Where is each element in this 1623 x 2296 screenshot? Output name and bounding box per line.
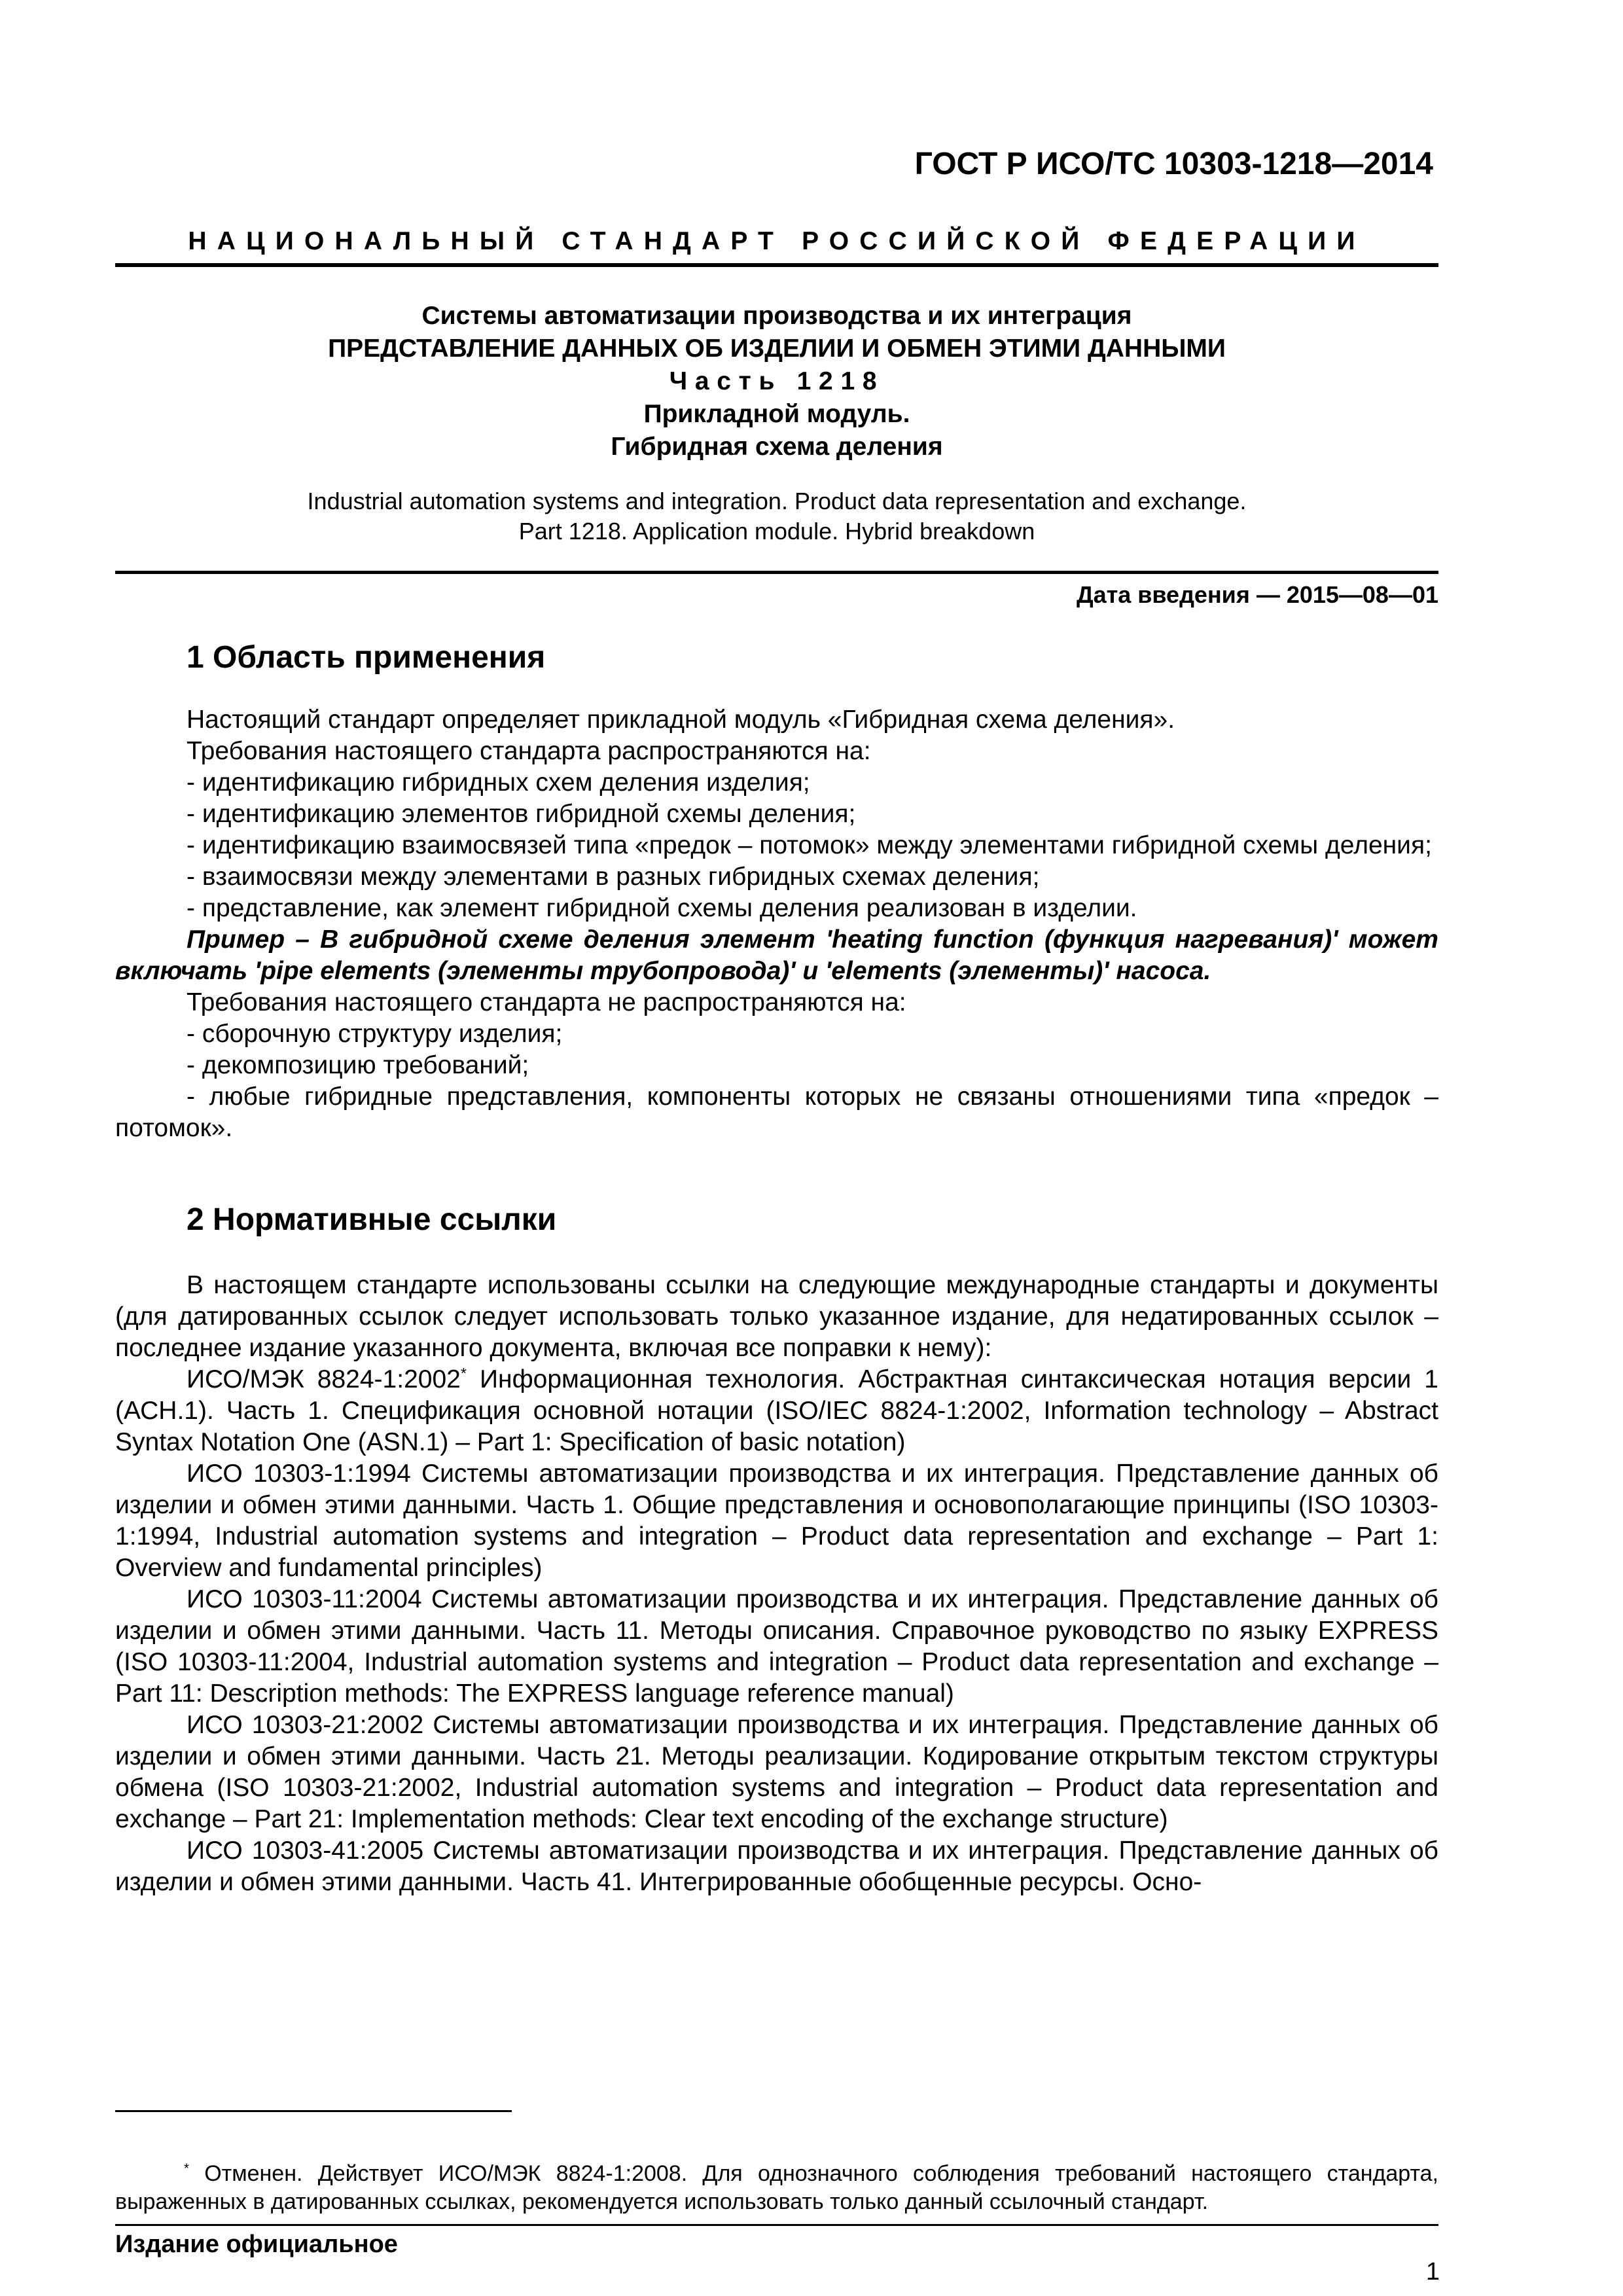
paragraph: Настоящий стандарт определяет прикладной модуль «Гибридная схема деления». [187, 706, 1175, 734]
example-note: Пример – В гибридной схеме деления элемент 'heating function (функция нагревания)' может включать 'pipe elements (элементы трубопровода)' и 'elements (элементы)' насоса. [115, 925, 1438, 985]
paragraph: Требования настоящего стандарта распространяются на: [187, 737, 871, 765]
footnote [115, 2160, 1438, 2216]
list-item: - сборочную структуру изделия; [187, 1020, 563, 1048]
national-standard-title: НАЦИОНАЛЬНЫЙ СТАНДАРТ РОССИЙСКОЙ ФЕДЕРАЦИИ [188, 227, 1366, 255]
edition-label: Издание официальное [115, 2231, 398, 2258]
paragraph: В настоящем стандарте использованы ссылки на следующие международные стандарты и документы (для датированных ссылок следует использовать только указанное издание, для недатированных ссылок – последнее издание указанного документа, включая все поправки к нему): [115, 1271, 1438, 1362]
english-title [115, 486, 1438, 547]
reference-text: Информационная технология. Абстрактная синтаксическая нотация версии 1 (АСН.1). Часть 1. Спецификация основной нотации (ISO/IEC 8824-1:2002, Information technology – Abstract Syntax Notation One (ASN.1) – Part 1: Specification of basic notation) [115, 1365, 1438, 1456]
section-2-body [115, 1270, 1438, 1898]
section-1-body [115, 704, 1438, 1144]
title-line-2: ПРЕДСТАВЛЕНИЕ ДАННЫХ ОБ ИЗДЕЛИИ И ОБМЕН ЭТИМИ ДАННЫМИ [328, 334, 1226, 363]
title-line-4: Прикладной модуль. [643, 400, 910, 428]
title-line-1: Системы автоматизации производства и их интеграция [421, 302, 1132, 330]
reference-item: ИСО 10303-21:2002 Системы автоматизации производства и их интеграция. Представление данных об изделии и обмен этими данными. Часть 21. Методы реализации. Кодирование открытым текстом структуры обмена (ISO 10303-21:2002, Industrial automation systems and integration – Product data representation and exchange – Part 21: Implementation methods: Clear text encoding of the exchange structure) [115, 1711, 1438, 1833]
paragraph: Требования настоящего стандарта не распространяются на: [187, 988, 906, 1016]
footer-divider [115, 2224, 1438, 2226]
title-line-5: Гибридная схема деления [611, 433, 943, 461]
section-1-heading: 1 Область применения [187, 640, 546, 675]
document-code: ГОСТ Р ИСО/ТС 10303-1218—2014 [914, 147, 1433, 181]
list-item: - любые гибридные представления, компоненты которых не связаны отношениями типа «предок – потомок». [115, 1083, 1438, 1142]
document-title [115, 300, 1438, 463]
footnote-mark: * [184, 2161, 189, 2176]
section-2-heading: 2 Нормативные ссылки [187, 1202, 557, 1237]
english-title-line-1: Industrial automation systems and integration. Product data representation and exchange. [307, 488, 1247, 514]
list-item: - взаимосвязи между элементами в разных гибридных схемах деления; [187, 863, 1040, 891]
footnote-text: * Отменен. Действует ИСО/МЭК 8824-1:2008. Для однозначного соблюдения требований настоящего стандарта, выраженных в датированных ссылках, рекомендуется использовать только данный ссылочный стандарт. [115, 2161, 1438, 2214]
footnote-rule [115, 2110, 512, 2112]
title-line-3: Часть 1218 [669, 367, 885, 395]
footnote-mark: * [460, 1365, 467, 1382]
reference-item: ИСО 10303-1:1994 Системы автоматизации производства и их интеграция. Представление данных об изделии и обмен этими данными. Часть 1. Общие представления и основополагающие принципы (ISO 10303-1:1994, Industrial automation systems and integration – Product data representation and exchange – Part 1: Overview and fundamental principles) [115, 1460, 1438, 1582]
reference-item: ИСО 10303-41:2005 Системы автоматизации производства и их интеграция. Представление данных об изделии и обмен этими данными. Часть 41. Интегрированные обобщенные ресурсы. Осно- [115, 1837, 1438, 1896]
header-divider [115, 263, 1438, 267]
page-number: 1 [1425, 2258, 1440, 2286]
reference-item: ИСО 10303-11:2004 Системы автоматизации производства и их интеграция. Представление данных об изделии и обмен этими данными. Часть 11. Методы описания. Справочное руководство по языку EXPRESS (ISO 10303-11:2004, Industrial automation systems and integration – Product data representation and exchange – Part 11: Description methods: The EXPRESS language reference manual) [115, 1585, 1438, 1708]
title-divider [115, 571, 1438, 574]
list-item: - идентификацию гибридных схем деления изделия; [187, 768, 810, 797]
list-item: - декомпозицию требований; [187, 1051, 529, 1079]
english-title-line-2: Part 1218. Application module. Hybrid breakdown [518, 518, 1035, 545]
reference-code: ИСО/МЭК 8824-1:2002 [187, 1365, 461, 1393]
reference-item [115, 1364, 1438, 1458]
list-item: - идентификацию элементов гибридной схемы деления; [187, 800, 856, 828]
list-item: - представление, как элемент гибридной схемы деления реализован в изделии. [187, 894, 1137, 922]
list-item: - идентификацию взаимосвязей типа «предок – потомок» между элементами гибридной схемы деления; [187, 831, 1432, 859]
introduction-date: Дата введения — 2015—08—01 [1076, 581, 1438, 608]
